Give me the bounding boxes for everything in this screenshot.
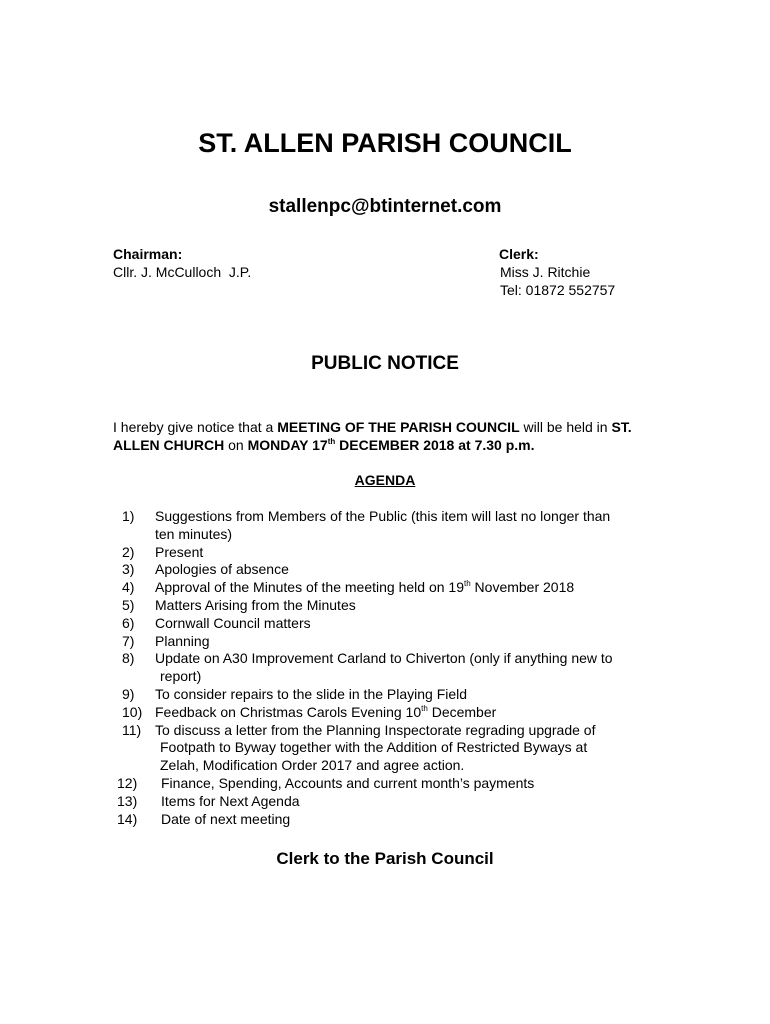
notice-date: MONDAY 17th DECEMBER 2018 at 7.30 p.m. — [247, 437, 535, 453]
agenda-item-number: 14) — [117, 810, 138, 827]
agenda-item-text: To consider repairs to the slide in the Playing Field — [155, 686, 468, 702]
agenda-item-text: report) — [160, 668, 202, 685]
agenda-item-number: 13) — [117, 792, 138, 809]
agenda-item-number: 12) — [117, 775, 138, 791]
agenda-item-text: To discuss a letter from the Planning Inspectorate regrading upgrade of — [155, 721, 596, 738]
notice-text-2: will be held in — [519, 419, 612, 435]
agenda-item-text: ten minutes) — [155, 525, 233, 542]
agenda-item-number: 5) — [122, 597, 135, 613]
agenda-item-number: 2) — [122, 543, 135, 560]
chairman-name: Cllr. J. McCulloch J.P. — [113, 264, 252, 280]
agenda-item-text: Apologies of absence — [155, 561, 289, 578]
notice-venue: ST. ALLEN CHURCH — [113, 419, 632, 453]
notice-text-3: on — [224, 437, 248, 453]
public-notice-heading: PUBLIC NOTICE — [311, 353, 459, 374]
notice-paragraph — [113, 418, 673, 454]
agenda-item-text: Suggestions from Members of the Public (this item will last no longer than — [155, 508, 611, 524]
agenda-item-text: Present — [155, 543, 204, 560]
agenda-item-text: Zelah, Modification Order 2017 and agree action. — [160, 757, 465, 774]
agenda-item-number: 4) — [122, 579, 135, 596]
agenda-item-text: Matters Arising from the Minutes — [155, 597, 356, 613]
agenda-item-text: Update on A30 Improvement Carland to Chiverton (only if anything new to — [155, 650, 613, 667]
chairman-label: Chairman: — [113, 246, 183, 262]
agenda-item-number: 11) — [122, 721, 142, 738]
agenda-item-text: Finance, Spending, Accounts and current month’s payments — [161, 775, 535, 791]
agenda-item-number: 1) — [122, 508, 135, 524]
agenda-item-text: Items for Next Agenda — [161, 792, 300, 809]
agenda-item-number: 8) — [122, 650, 135, 667]
council-email: stallenpc@btinternet.com — [268, 196, 502, 217]
agenda-heading: AGENDA — [354, 472, 416, 488]
agenda-item-number: 7) — [122, 632, 135, 649]
council-title: ST. ALLEN PARISH COUNCIL — [198, 128, 572, 158]
clerk-telephone: Tel: 01872 552757 — [500, 282, 616, 298]
agenda-item-number: 10) — [122, 703, 143, 720]
agenda-item-number: 9) — [122, 686, 135, 702]
agenda-item-text: Feedback on Christmas Carols Evening 10th December — [155, 703, 497, 720]
agenda-item-text: Cornwall Council matters — [155, 614, 311, 631]
agenda-item-text: Planning — [155, 632, 210, 649]
agenda-item-text: Date of next meeting — [161, 810, 291, 827]
agenda-item-text: Footpath to Byway together with the Addition of Restricted Byways at — [160, 739, 588, 756]
clerk-signature: Clerk to the Parish Council — [276, 849, 494, 868]
notice-text-1: I hereby give notice that a — [113, 419, 278, 435]
agenda-item-number: 3) — [122, 561, 135, 578]
clerk-label: Clerk: — [499, 246, 539, 262]
notice-meeting: MEETING OF THE PARISH COUNCIL — [277, 419, 520, 435]
agenda-item-text: Approval of the Minutes of the meeting held on 19th November 2018 — [155, 579, 575, 596]
agenda-item-number: 6) — [122, 614, 135, 631]
clerk-name: Miss J. Ritchie — [500, 264, 591, 280]
